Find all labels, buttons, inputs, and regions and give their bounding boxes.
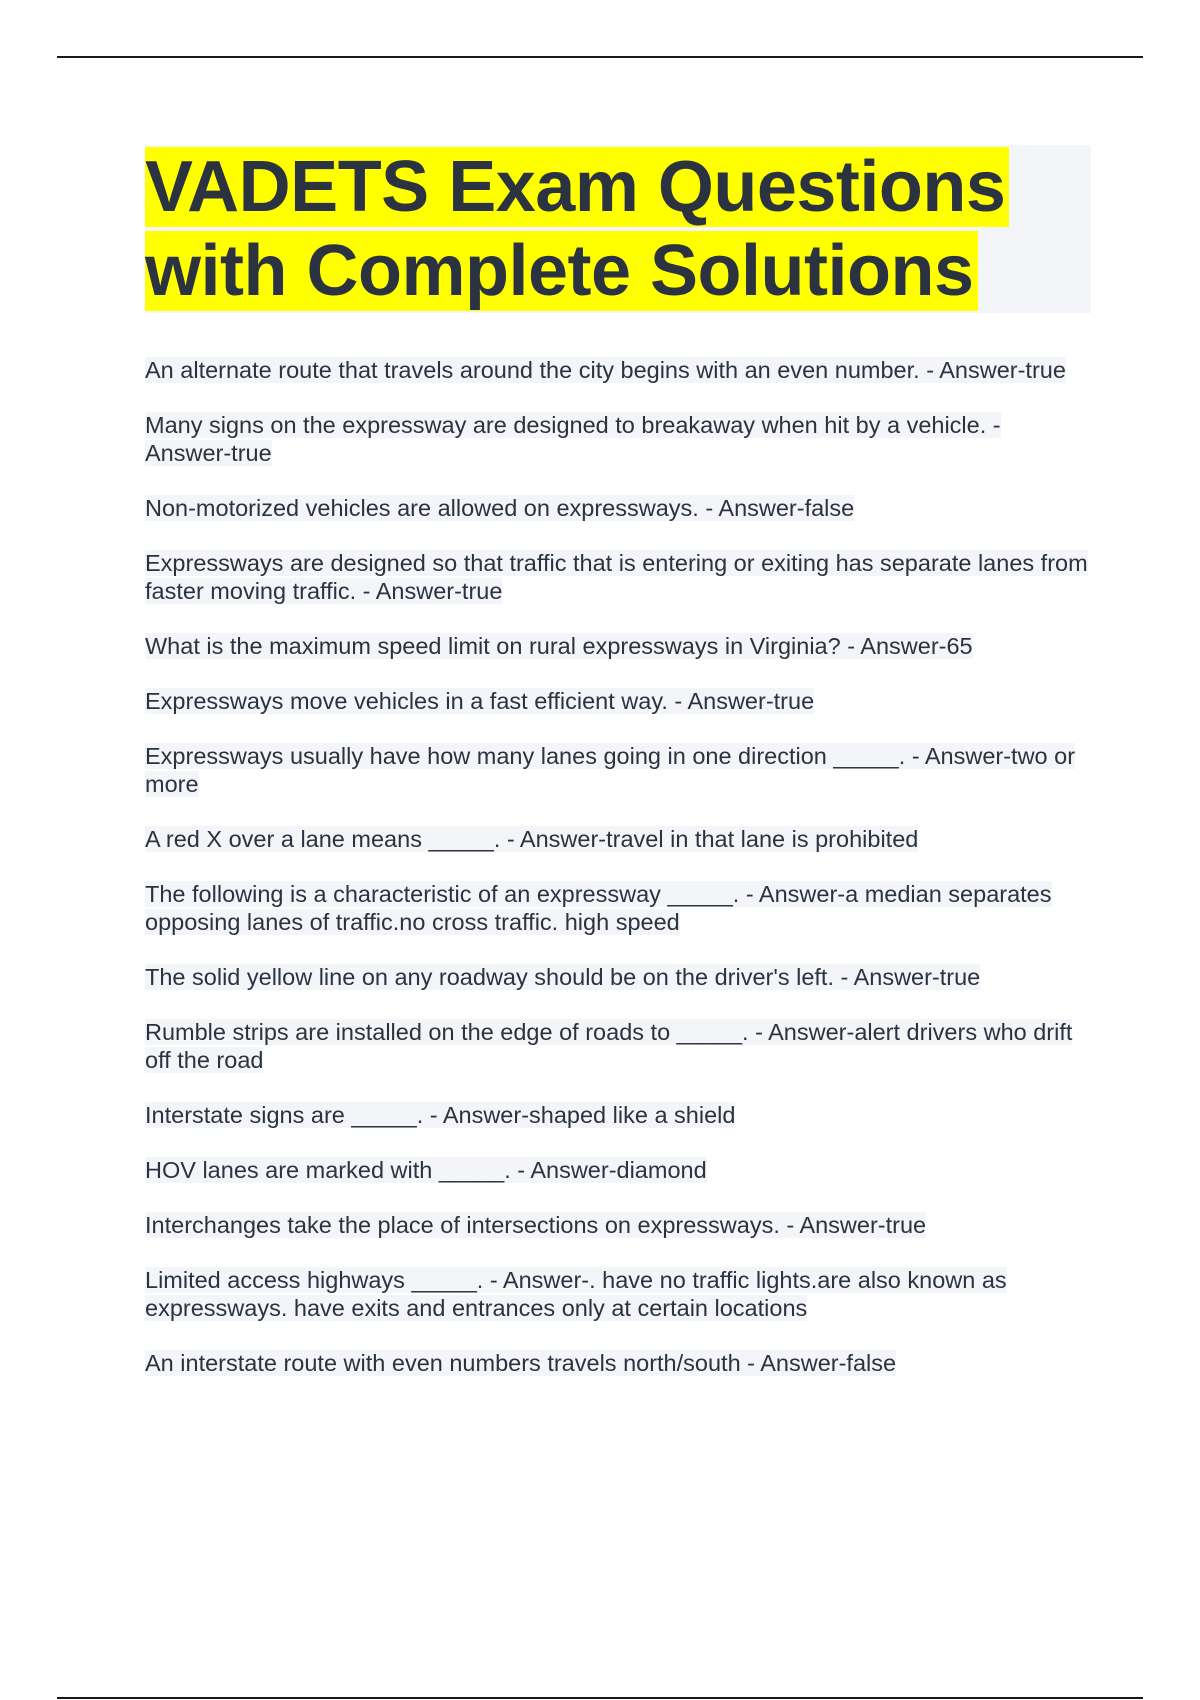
qa-item: [145, 1266, 1090, 1322]
qa-text: An alternate route that travels around the city begins with an even number. - Answer-true: [145, 357, 1066, 383]
qa-item: [145, 825, 1090, 853]
qa-item: [145, 1211, 1090, 1239]
qa-text: A red X over a lane means _____. - Answer-travel in that lane is prohibited: [145, 826, 919, 852]
qa-item: [145, 1101, 1090, 1129]
qa-text: Expressways move vehicles in a fast efficient way. - Answer-true: [145, 688, 815, 714]
qa-text: An interstate route with even numbers travels north/south - Answer-false: [145, 1350, 897, 1376]
qa-item: [145, 742, 1090, 798]
qa-text: Limited access highways _____. - Answer-. have no traffic lights.are also known as expressways. have exits and entrances only at certain locations: [145, 1267, 1007, 1321]
qa-item: [145, 549, 1090, 605]
qa-text: Rumble strips are installed on the edge of roads to _____. - Answer-alert drivers who drift off the road: [145, 1019, 1073, 1073]
qa-text: Interstate signs are _____. - Answer-shaped like a shield: [145, 1102, 736, 1128]
qa-text: What is the maximum speed limit on rural expressways in Virginia? - Answer-65: [145, 633, 973, 659]
bottom-rule: [57, 1697, 1143, 1699]
qa-text: Expressways are designed so that traffic that is entering or exiting has separate lanes from faster moving traffic. - Answer-true: [145, 550, 1088, 604]
title-block: [145, 145, 1091, 313]
title-line-1: VADETS Exam Questions: [145, 147, 1009, 227]
document-title: [145, 145, 1091, 313]
qa-list: [145, 356, 1090, 1404]
qa-item: [145, 687, 1090, 715]
qa-item: [145, 632, 1090, 660]
title-line-2: with Complete Solutions: [145, 231, 978, 311]
qa-item: [145, 356, 1090, 384]
qa-text: The solid yellow line on any roadway should be on the driver's left. - Answer-true: [145, 964, 981, 990]
qa-item: [145, 411, 1090, 467]
qa-text: Interchanges take the place of intersections on expressways. - Answer-true: [145, 1212, 927, 1238]
qa-text: Expressways usually have how many lanes going in one direction _____. - Answer-two or more: [145, 743, 1076, 797]
qa-item: [145, 963, 1090, 991]
qa-text: The following is a characteristic of an expressway _____. - Answer-a median separates opposing lanes of traffic.no cross traffic. high speed: [145, 881, 1052, 935]
qa-text: Non-motorized vehicles are allowed on expressways. - Answer-false: [145, 495, 855, 521]
qa-item: [145, 494, 1090, 522]
qa-text: Many signs on the expressway are designed to breakaway when hit by a vehicle. - Answer-true: [145, 412, 1001, 466]
qa-item: [145, 1156, 1090, 1184]
qa-item: [145, 1018, 1090, 1074]
top-rule: [57, 56, 1143, 58]
qa-item: [145, 1349, 1090, 1377]
qa-text: HOV lanes are marked with _____. - Answer-diamond: [145, 1157, 707, 1183]
qa-item: [145, 880, 1090, 936]
